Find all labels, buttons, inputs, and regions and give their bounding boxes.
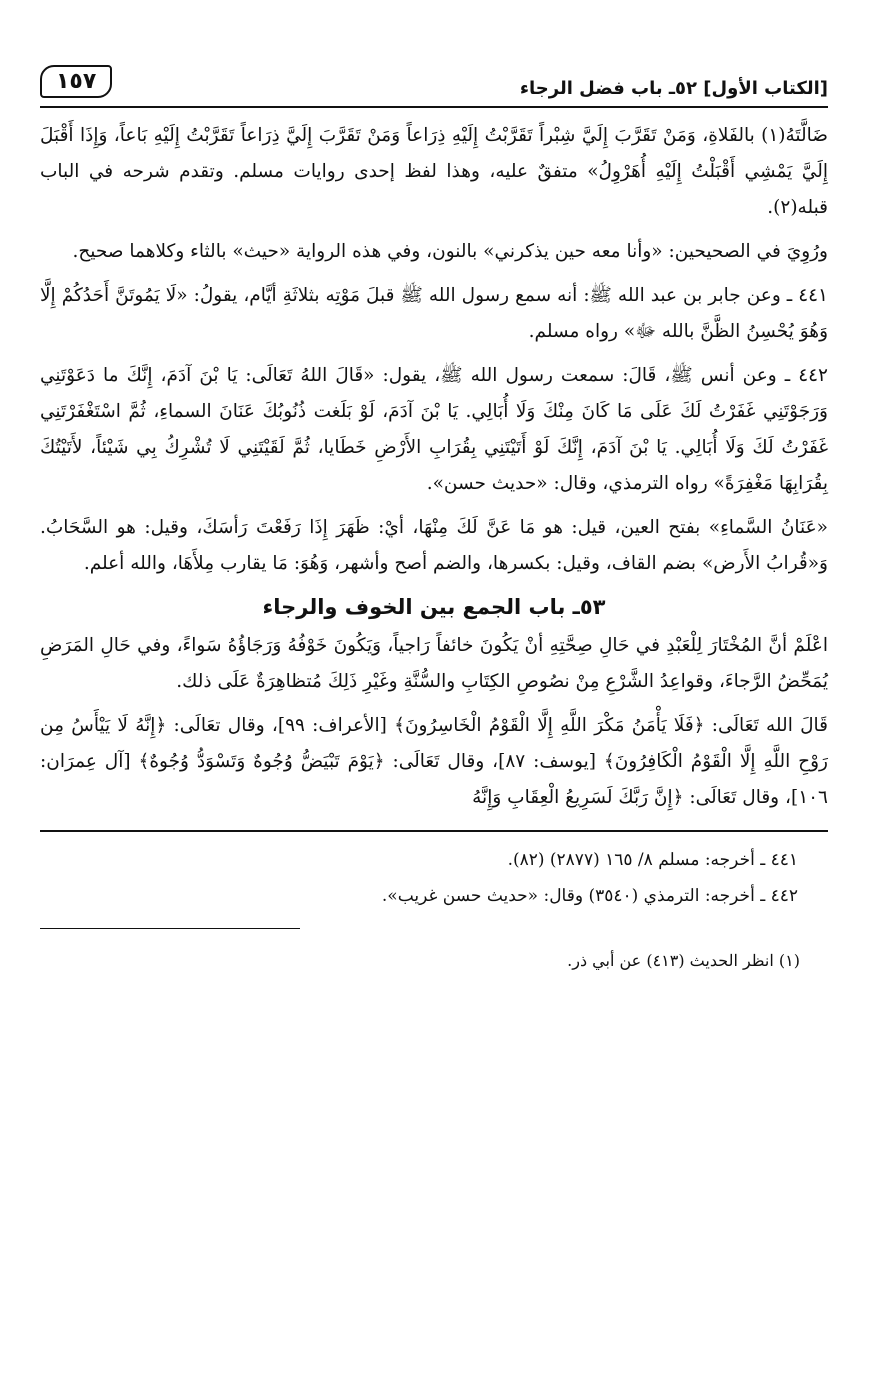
section-intro: اعْلَمْ أنَّ المُخْتَارَ لِلْعَبْدِ في حَالِ صِحَّتِهِ أنْ يَكُونَ خائفاً رَاجياً، وَيَكُونَ خَوْفُهُ وَرَجَاؤُهُ سَواءً، وفي حَالِ المَرَضِ يُمَحِّضُ الرَّجاءَ، وقواعِدُ الشَّرْعِ مِنْ نصُوصِ الكِتَابِ والسُّنَّةِ وغَيْرِ ذَلِكَ مُتظاهِرَةٌ عَلَى ذلك. — [40, 635, 828, 692]
hadith-442: ٤٤٢ ـ وعن أنس ﷺ، قَالَ: سمعت رسول الله ﷺ، يقول: «قَالَ اللهُ تَعَالَى: يَا بْنَ آدَمَ، إِنَّكَ ما دَعَوْتَنِي وَرَجَوْتَنِي غَفَرْتُ لَكَ عَلَى مَا كَانَ مِنْكَ وَلَا أُبَالِي. يَا بْنَ آدَمَ، لَوْ بَلَغت ذُنُوبُكَ عَنَانَ السماءِ، ثُمَّ اسْتَغْفَرْتَنِي غَفَرْتُ لَكَ وَلَا أُبَالِي. يَا بْنَ آدَمَ، إِنَّكَ لَوْ أَتَيْتَنِي بِقُرَابِ الأَرْضِ خَطَايا، ثُمَّ لَقَيْتَنِي لَا تُشْرِكُ بِي شَيْئاً، لأَتَيْتُكَ بِقُرَابِهَا مَغْفِرَةً» رواه الترمذي، وقال: «حديث حسن». — [40, 365, 828, 494]
paragraph-riwaya: ورُوِيَ في الصحيحين: «وأنا معه حين يذكرني» بالنون، وفي هذه الرواية «حيث» بالثاء وكلاهما صحيح. — [72, 241, 828, 262]
hadith-441: ٤٤١ ـ وعن جابر بن عبد الله ﷺ: أنه سمع رسول الله ﷺ قبلَ مَوْتِه بثلاثَةِ أيَّام، يقولُ: «لَا يَمُوتَنَّ أَحَدُكُمْ إِلَّا وَهُوَ يُحْسِنُ الظَّنَّ بالله ﷻ» رواه مسلم. — [40, 285, 828, 342]
note-441: ٤٤١ ـ أخرجه: مسلم ٨/ ١٦٥ (٢٨٧٧) (٨٢). — [507, 850, 798, 870]
running-head: [الكتاب الأول] ٥٢ـ باب فضل الرجاء — [519, 77, 828, 99]
note-442: ٤٤٢ ـ أخرجه: الترمذي (٣٥٤٠) وقال: «حديث حسن غريب». — [381, 886, 798, 906]
book-page — [40, 60, 828, 1360]
page-number: ١٥٧ — [40, 65, 112, 98]
footnote-divider — [40, 928, 300, 929]
notes-divider — [40, 830, 828, 832]
footnote-1: (١) انظر الحديث (٤١٣) عن أبي ذر. — [567, 951, 800, 970]
main-text — [40, 118, 828, 816]
section-verses: قَالَ الله تَعَالَى: ﴿فَلَا يَأْمَنُ مَكْرَ اللَّهِ إِلَّا الْقَوْمُ الْخَاسِرُونَ﴾ [الأعراف: ٩٩]، وقال تعَالَى: ﴿إِنَّهُ لَا يَيْأَسُ مِن رَوْحِ اللَّهِ إِلَّا الْقَوْمُ الْكَافِرُونَ﴾ [يوسف: ٨٧]، وقال تَعَالَى: ﴿يَوْمَ تَبْيَضُّ وُجُوهٌ وَتَسْوَدُّ وُجُوهٌ﴾ [آل عِمرَان: ١٠٦]، وقال تَعَالَى: ﴿إِنَّ رَبَّكَ لَسَرِيعُ الْعِقَابِ وَإِنَّهُ — [40, 715, 828, 808]
paragraph-continuation: ضَالَّتَهُ(١) بالفَلاةِ، وَمَنْ تَقَرَّبَ إِلَيَّ شِبْراً تَقَرَّبْتُ إِلَيْهِ ذِرَاعاً وَمَنْ تَقَرَّبَ إِلَيَّ ذِرَاعاً تَقَرَّبْتُ إِلَيْهِ بَاعاً، وَإِذَا أَقْبَلَ إِلَيَّ يَمْشِي أَقْبَلْتُ إِلَيْهِ أُهَرْوِلُ» متفقٌ عليه، وهذا لفظ إحدى روايات مسلم. وتقدم شرحه في الباب قبله(٢). — [40, 125, 828, 218]
page-header — [40, 60, 828, 108]
hadith-notes — [40, 842, 828, 914]
explanation-paragraph: «عَنَانُ السَّماءِ» بفتح العين، قيل: هو مَا عَنَّ لَكَ مِنْهَا، أيْ: ظَهَرَ إِذَا رَفَعْتَ رَأسَكَ، وقيل: هو السَّحَابُ. وَ«قُرابُ الأَرض» بضم القاف، وقيل: بكسرها، والضم أصح وأشهر، وَهُوَ: مَا يقارب مِلأَهَا، والله أعلم. — [40, 517, 828, 574]
footnotes — [40, 945, 828, 977]
section-title: ٥٣ـ باب الجمع بين الخوف والرجاء — [262, 595, 606, 619]
